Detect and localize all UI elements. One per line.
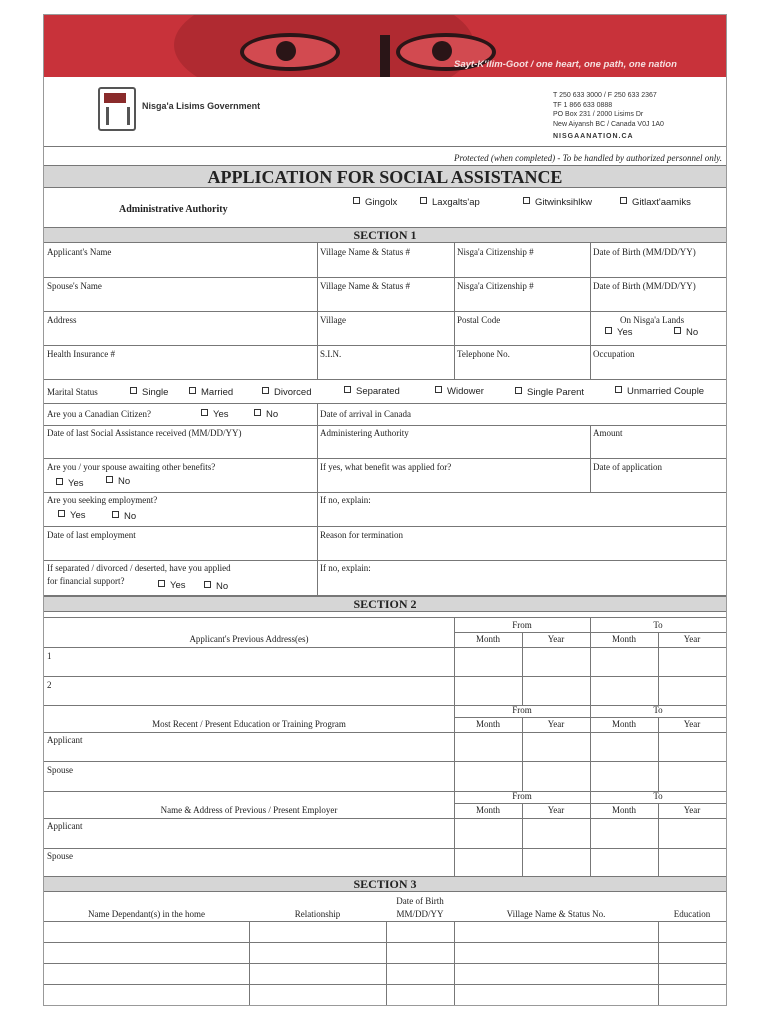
contact-tollfree: TF 1 866 633 0888 <box>553 101 613 109</box>
date-of-application-field[interactable]: Date of application <box>593 462 662 472</box>
separated-support-label-2: for financial support? <box>47 576 125 586</box>
checkbox-icon <box>420 197 427 204</box>
divider <box>44 146 726 147</box>
health-insurance-field[interactable]: Health Insurance # <box>47 349 115 359</box>
dependant-row[interactable] <box>44 922 249 942</box>
applicant-village-status-field[interactable]: Village Name & Status # <box>320 247 410 257</box>
address-field[interactable]: Address <box>47 315 77 325</box>
marital-separated-checkbox[interactable]: Separated <box>344 386 400 397</box>
nisgaa-crest-logo-icon <box>98 87 136 131</box>
admin-option-gitwinksihlkw[interactable]: Gitwinksihlkw <box>523 197 592 208</box>
from-year-header: Year <box>547 634 565 644</box>
admin-authority-label: Administrative Authority <box>119 204 228 215</box>
marital-single-parent-checkbox[interactable]: Single Parent <box>515 387 584 398</box>
marital-widower-checkbox[interactable]: Widower <box>435 386 484 397</box>
citizen-yes-checkbox[interactable]: Yes <box>201 409 229 420</box>
awaiting-benefits-label: Are you / your spouse awaiting other benefits? <box>47 462 216 472</box>
marital-unmarried-couple-checkbox[interactable]: Unmarried Couple <box>615 386 704 397</box>
section-1-header: SECTION 1 <box>44 227 726 243</box>
education-applicant-row[interactable]: Applicant <box>47 735 83 745</box>
section-3-header: SECTION 3 <box>44 876 726 892</box>
employer-spouse-row[interactable]: Spouse <box>47 851 74 861</box>
benefit-applied-field[interactable]: If yes, what benefit was applied for? <box>320 462 452 472</box>
education-spouse-row[interactable]: Spouse <box>47 765 74 775</box>
on-nisgaa-lands-label: On Nisga'a Lands <box>620 315 685 325</box>
education-from-header: From <box>512 705 532 715</box>
support-yes-checkbox[interactable]: Yes <box>158 580 186 591</box>
employer-from-header: From <box>512 791 532 801</box>
occupation-field[interactable]: Occupation <box>593 349 635 359</box>
form-title: APPLICATION FOR SOCIAL ASSISTANCE <box>44 165 726 188</box>
dependant-name-header: Name Dependant(s) in the home <box>88 909 205 919</box>
education-header: Most Recent / Present Education or Training Program <box>152 719 346 729</box>
contact-po-box: PO Box 231 / 2000 Lisims Dr <box>553 111 644 118</box>
edu-to-month-header: Month <box>611 719 636 729</box>
banner-left-eye-icon <box>240 33 340 71</box>
applicant-dob-field[interactable]: Date of Birth (MM/DD/YY) <box>593 247 696 257</box>
administering-authority-field[interactable]: Administering Authority <box>320 428 409 438</box>
citizen-no-checkbox[interactable]: No <box>254 409 278 420</box>
emp-from-year-header: Year <box>547 805 565 815</box>
banner-nose-art <box>380 35 390 77</box>
spouse-village-status-field[interactable]: Village Name & Status # <box>320 281 410 291</box>
address-row-2[interactable]: 2 <box>47 680 52 690</box>
previous-address-header: Applicant's Previous Address(es) <box>189 634 309 644</box>
applicant-citizenship-field[interactable]: Nisga'a Citizenship # <box>457 247 534 257</box>
education-header-s3: Education <box>673 909 711 919</box>
admin-option-gitlaxtaamiks[interactable]: Gitlaxt'aamiks <box>620 197 691 208</box>
canadian-citizen-label: Are you a Canadian Citizen? <box>47 409 151 419</box>
contact-website: NISGAANATION.CA <box>553 133 634 140</box>
postal-code-field[interactable]: Postal Code <box>457 315 501 325</box>
marital-married-checkbox[interactable]: Married <box>189 387 233 398</box>
checkbox-icon <box>620 197 627 204</box>
dob-header-1: Date of Birth <box>396 896 444 906</box>
separated-support-label-1: If separated / divorced / deserted, have you applied <box>47 563 231 573</box>
address-from-header: From <box>512 620 532 630</box>
last-employment-field[interactable]: Date of last employment <box>47 530 136 540</box>
contact-city: New Aiyansh BC / Canada V0J 1A0 <box>553 120 664 128</box>
employer-header: Name & Address of Previous / Present Employer <box>160 805 338 815</box>
telephone-field[interactable]: Telephone No. <box>457 349 510 359</box>
education-to-header: To <box>653 705 663 715</box>
admin-option-laxgaltsap[interactable]: Laxgalts'ap <box>420 197 480 208</box>
edu-from-month-header: Month <box>475 719 500 729</box>
dependant-row[interactable] <box>44 964 249 984</box>
arrival-date-field[interactable]: Date of arrival in Canada <box>320 409 411 419</box>
edu-from-year-header: Year <box>547 719 565 729</box>
last-assistance-date-field[interactable]: Date of last Social Assistance received (MM/DD/YY) <box>47 428 242 438</box>
village-status-header: Village Name & Status No. <box>506 909 606 919</box>
checkbox-icon <box>523 197 530 204</box>
relationship-header: Relationship <box>294 909 341 919</box>
village-field[interactable]: Village <box>320 315 346 325</box>
employer-to-header: To <box>653 791 663 801</box>
awaiting-yes-checkbox[interactable]: Yes <box>56 478 84 489</box>
seeking-no-checkbox[interactable]: No <box>112 511 136 522</box>
dependant-row[interactable] <box>44 943 249 963</box>
marital-divorced-checkbox[interactable]: Divorced <box>262 387 312 398</box>
contact-block <box>553 91 664 142</box>
termination-reason-field[interactable]: Reason for termination <box>320 530 403 540</box>
checkbox-icon <box>353 197 360 204</box>
header-banner <box>44 15 726 77</box>
edu-to-year-header: Year <box>683 719 701 729</box>
application-form <box>43 14 727 1006</box>
address-to-header: To <box>653 620 663 630</box>
section-2-header: SECTION 2 <box>44 596 726 612</box>
employer-applicant-row[interactable]: Applicant <box>47 821 83 831</box>
emp-to-year-header: Year <box>683 805 701 815</box>
spouse-dob-field[interactable]: Date of Birth (MM/DD/YY) <box>593 281 696 291</box>
emp-from-month-header: Month <box>475 805 500 815</box>
emp-to-month-header: Month <box>611 805 636 815</box>
marital-single-checkbox[interactable]: Single <box>130 387 168 398</box>
on-lands-yes-checkbox[interactable]: Yes <box>605 327 633 338</box>
protected-note: Protected (when completed) - To be handled by authorized personnel only. <box>453 153 722 163</box>
amount-field[interactable]: Amount <box>593 428 623 438</box>
marital-status-label: Marital Status <box>47 387 98 397</box>
contact-phone: T 250 633 3000 / F 250 633 2367 <box>553 92 657 99</box>
on-lands-no-checkbox[interactable]: No <box>674 327 698 338</box>
header-tagline: Sayt-K'ilim-Goot / one heart, one path, one nation <box>454 59 677 70</box>
sin-field[interactable]: S.I.N. <box>320 349 342 359</box>
dob-header-2: MM/DD/YY <box>396 909 444 919</box>
support-explain-field[interactable]: If no, explain: <box>320 563 371 573</box>
org-name: Nisga'a Lisims Government <box>142 101 261 111</box>
spouse-citizenship-field[interactable]: Nisga'a Citizenship # <box>457 281 534 291</box>
to-year-header: Year <box>683 634 701 644</box>
awaiting-no-checkbox[interactable]: No <box>106 476 130 487</box>
to-month-header: Month <box>611 634 636 644</box>
from-month-header: Month <box>475 634 500 644</box>
applicant-name-field[interactable]: Applicant's Name <box>47 247 112 257</box>
spouse-name-field[interactable]: Spouse's Name <box>47 281 102 291</box>
seeking-explain-field[interactable]: If no, explain: <box>320 495 371 505</box>
support-no-checkbox[interactable]: No <box>204 581 228 592</box>
seeking-yes-checkbox[interactable]: Yes <box>58 510 86 521</box>
address-row-1[interactable]: 1 <box>47 651 52 661</box>
seeking-employment-label: Are you seeking employment? <box>47 495 158 505</box>
dependant-row[interactable] <box>44 985 249 1004</box>
admin-option-gingolx[interactable]: Gingolx <box>353 197 397 208</box>
